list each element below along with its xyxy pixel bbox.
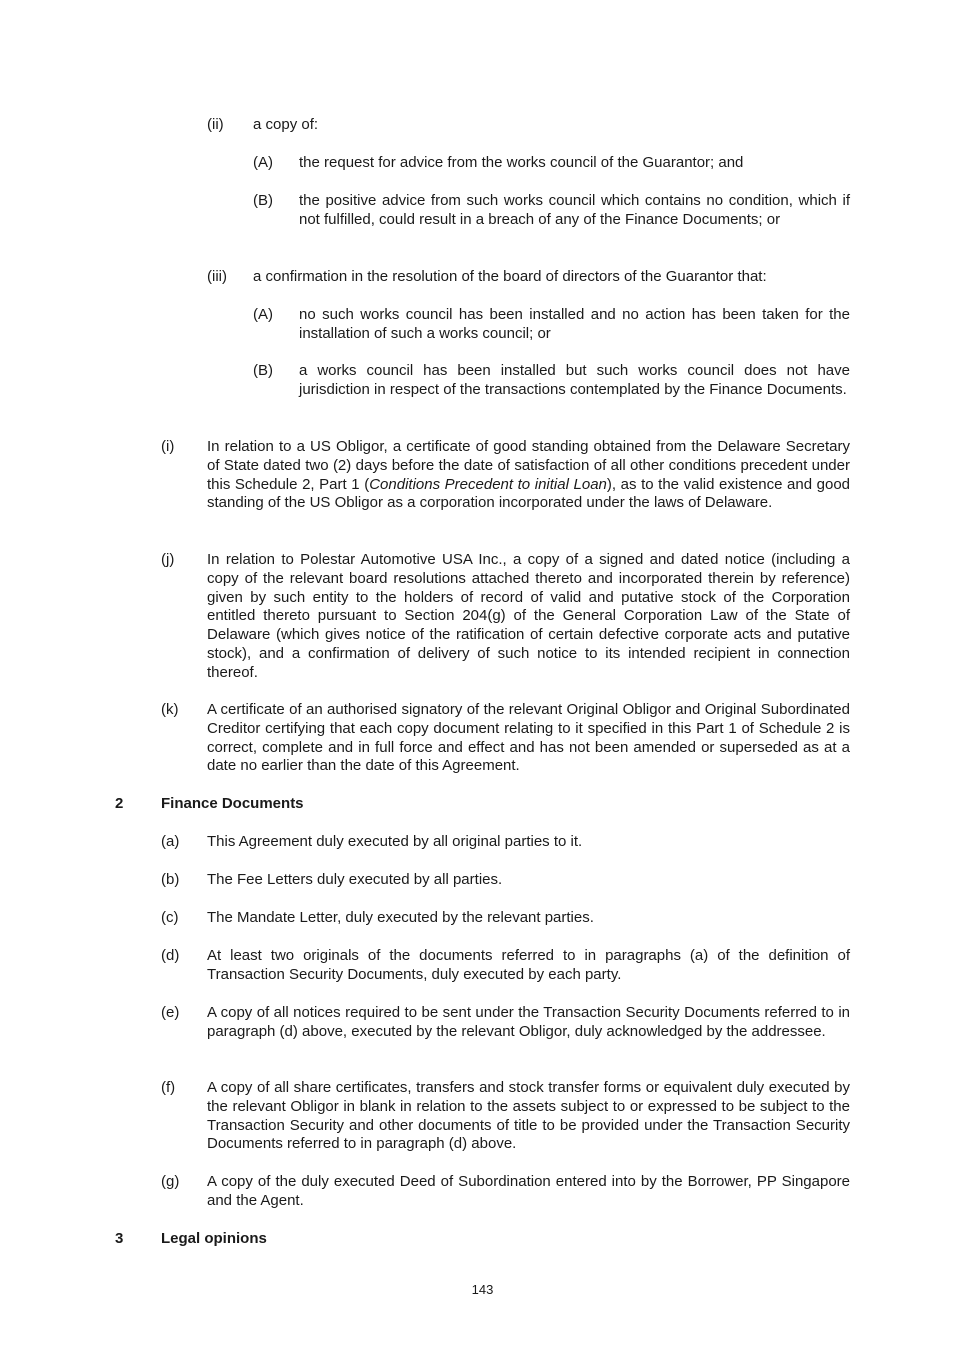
- clause-text: A copy of all notices required to be sent under the Transaction Security Documents referred to in paragraph (d) above, executed by the relevant Obligor, duly acknowledged by the addressee.: [207, 1004, 850, 1040]
- clause-label: (iii): [207, 268, 227, 285]
- clause-label: (g): [161, 1173, 180, 1190]
- clause-label: (ii): [207, 116, 224, 133]
- clause-text: a works council has been installed but such works council does not have jurisdiction in respect of the transactions contemplated by the Finance Documents.: [299, 362, 850, 398]
- section-title: Finance Documents: [161, 795, 304, 812]
- clause-label: (B): [253, 192, 273, 209]
- clause-label: (a): [161, 833, 180, 850]
- clause-text: the positive advice from such works council which contains no condition, which if not fulfilled, could result in a breach of any of the Finance Documents; or: [299, 192, 850, 228]
- clause-label: (k): [161, 701, 179, 718]
- clause-text: This Agreement duly executed by all original parties to it.: [207, 833, 583, 850]
- clause-label: (j): [161, 551, 175, 568]
- clause-text: At least two originals of the documents referred to in paragraphs (a) of the definition of Transaction Security Documents, duly executed by each party.: [207, 947, 850, 983]
- clause-label: (A): [253, 154, 273, 171]
- clause-label: (i): [161, 438, 175, 455]
- clause-label: (b): [161, 871, 180, 888]
- clause-text: A copy of the duly executed Deed of Subordination entered into by the Borrower, PP Singapore and the Agent.: [207, 1173, 850, 1209]
- clause-text: a copy of:: [253, 116, 319, 133]
- clause-text: In relation to Polestar Automotive USA Inc., a copy of a signed and dated notice (including a copy of the relevant board resolutions attached thereto and incorporated therein by reference) given by such entity to the holders of record of valid and putative stock of the Corporation entitled thereto pursuant to Section 204(g) of the General Corporation Law of the State of Delaware (which gives notice of the ratification of certain defective corporate acts and putative stock), and a confirmation of delivery of such notice to its intended recipient in connection thereof.: [207, 551, 850, 681]
- section-title: Legal opinions: [161, 1230, 267, 1247]
- clause-label: (f): [161, 1079, 176, 1096]
- clause-label: (d): [161, 947, 180, 964]
- page-number: 143: [471, 1282, 494, 1297]
- clause-text: A copy of all share certificates, transfers and stock transfer forms or equivalent duly executed by the relevant Obligor in blank in relation to the assets subject to or expressed to be subject to the Transaction Security and other documents of title to be provided under the Transaction Security Documents referred to in paragraph (d) above.: [207, 1079, 850, 1153]
- clause-label: (c): [161, 909, 179, 926]
- clause-text: no such works council has been installed and no action has been taken for the installation of such a works council; or: [299, 306, 850, 342]
- clause-text: a confirmation in the resolution of the board of directors of the Guarantor that:: [253, 268, 767, 285]
- section-number: 3: [115, 1230, 124, 1247]
- clause-text-italic: Conditions Precedent to initial Loan: [369, 475, 607, 493]
- section-number: 2: [115, 795, 124, 812]
- clause-text-part: ), as to the valid existence and good standing of the US Obligor as a corporation incorporated under the laws of Delaware.: [207, 475, 850, 512]
- clause-label: (e): [161, 1004, 180, 1021]
- clause-text-part: In relation to a US Obligor, a certificate of good standing obtained from the Delaware Secretary of State dated two (2) days before the date of satisfaction of all other conditions precedent under this Schedule 2, Part 1 (: [207, 438, 850, 493]
- clause-text: the request for advice from the works council of the Guarantor; and: [299, 154, 744, 171]
- clause-label: (A): [253, 306, 273, 323]
- clause-text: A certificate of an authorised signatory of the relevant Original Obligor and Original Subordinated Creditor certifying that each copy document relating to it specified in this Part 1 of Schedule 2 is correct, complete and in full force and effect and has not been amended or superseded as at a date no earlier than the date of this Agreement.: [207, 701, 850, 775]
- clause-text: [207, 438, 850, 513]
- clause-text: The Fee Letters duly executed by all parties.: [207, 871, 503, 888]
- clause-label: (B): [253, 362, 273, 379]
- clause-text: The Mandate Letter, duly executed by the relevant parties.: [207, 909, 594, 926]
